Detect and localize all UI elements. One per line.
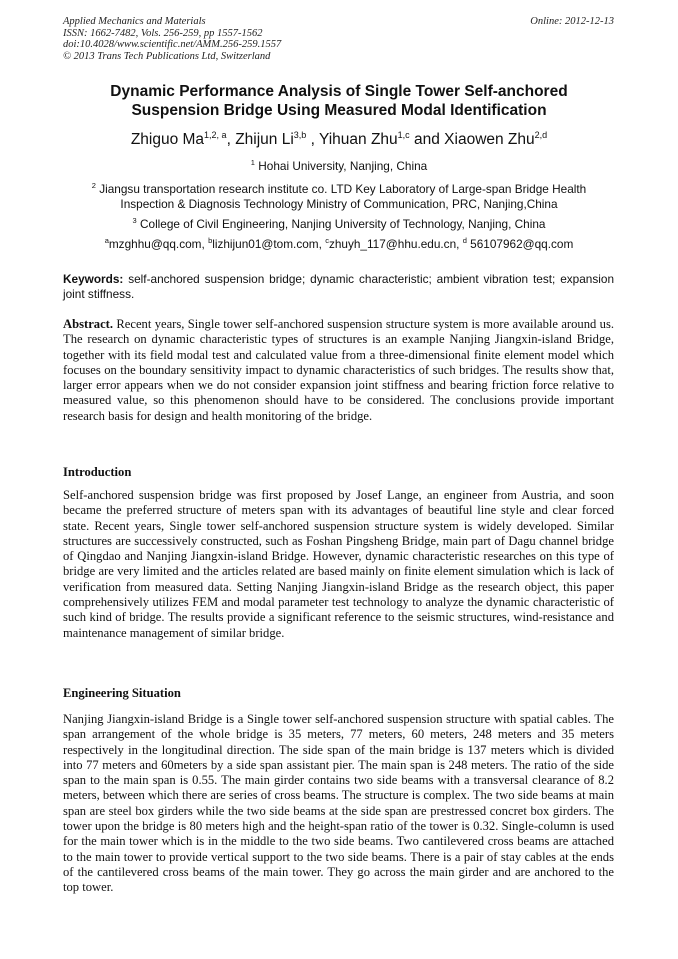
affiliation-sup: 3 bbox=[132, 216, 137, 225]
email-list bbox=[40, 236, 638, 251]
abstract bbox=[63, 317, 614, 424]
author-sup: 3,b bbox=[293, 130, 307, 140]
author-list: Zhiguo Ma$^{1,2, a}$, Zhijun Li$^{3,b}$ , Yihuan Zhu$^{1,c}$ and Xiaowen Zhu$^{2,d}$ bbox=[130, 130, 548, 149]
online-date: Online: 2012-12-13 bbox=[530, 16, 614, 27]
keywords bbox=[63, 272, 614, 302]
engineering-heading: Engineering Situation bbox=[63, 686, 181, 700]
affiliation-text: Inspection & Diagnosis Technology Ministry of Communication, PRC, Nanjing,China bbox=[120, 196, 558, 211]
author-name: Zhiguo Ma bbox=[130, 131, 205, 149]
affiliation-2 bbox=[40, 178, 638, 212]
affiliation-3 bbox=[40, 213, 638, 232]
email-sup: b bbox=[208, 236, 213, 245]
affiliation-sup: 2 bbox=[91, 181, 96, 190]
author-name: Yihuan Zhu bbox=[318, 131, 398, 149]
email-address[interactable]: zhuyh_117@hhu.edu.cn, bbox=[328, 236, 460, 251]
email-address[interactable]: 56107962@qq.com bbox=[470, 236, 574, 251]
title-line-1: Dynamic Performance Analysis of Single Tower Self-anchored bbox=[110, 83, 568, 100]
author-sup: 1,2, a bbox=[204, 130, 227, 140]
introduction-text: Self-anchored suspension bridge was first proposed by Josef Lange, an engineer from Austria, and soon became the preferred structure of meters span with its advantages of beautiful line style and clear forced state. Recent years, Single tower self-anchored suspension structure system is widely developed. Similar structures are successively constructed, such as Foshan Pingsheng Bridge, main part of Dagu channel bridge of Qingdao and Nanjing Jiangxin-island Bridge. However, dynamic characteristic researches on this type of bridge are very limited and the articles related are based mainly on finite element simulation which is lack of verification from measured data. Setting Nanjing Jiangxin-island Bridge as the research object, this paper comprehensively utilizes FEM and modal parameter test technology to analyze the dynamic characteristic of such kind of bridge. The results provide a significant reference to the seismic structures, wind-resistance and maintenance management of similar bridge. bbox=[63, 488, 614, 640]
title-line-2: Suspension Bridge Using Measured Modal Identification bbox=[131, 102, 547, 119]
paper-title bbox=[40, 82, 638, 120]
copyright-line: © 2013 Trans Tech Publications Ltd, Switzerland bbox=[63, 50, 271, 62]
email-sup: c bbox=[325, 236, 329, 245]
email-address[interactable]: mzghhu@qq.com, bbox=[108, 236, 205, 251]
affiliation-text: College of Civil Engineering, Nanjing University of Technology, Nanjing, China bbox=[139, 216, 546, 231]
abstract-label: Abstract. bbox=[63, 317, 114, 331]
doi-line: doi:10.4028/www.scientific.net/AMM.256-259.1557 bbox=[63, 39, 282, 50]
affiliation-1 bbox=[40, 155, 638, 174]
email-address[interactable]: lizhijun01@tom.com, bbox=[212, 236, 322, 251]
affiliation-text: Hohai University, Nanjing, China bbox=[258, 158, 428, 173]
email-sup: a bbox=[104, 236, 109, 245]
author-sup: 2,d bbox=[534, 130, 548, 140]
keywords-label: Keywords: bbox=[63, 272, 124, 286]
journal-name: Applied Mechanics and Materials bbox=[63, 16, 206, 27]
engineering-text: Nanjing Jiangxin-island Bridge is a Single tower self-anchored suspension structure with spatial cables. The span arrangement of the whole bridge is 35 meters, 77 meters, 60 meters, 248 meters and 35 meters respectively in the longitudinal direction. The side span of the main bridge is 137 meters which is divided into 77 meters and 60meters by a side span assistant pier. The main span is 248 meters. The ratio of the side span to the main span is 0.55. The main girder contains two side beams with a transversal clearance of 8.2 meters, between which there are series of cross beams. The structure is complex. The two side beams at main span are steel box girders while the two side beams at the side span are prestressed concret box girders. The tower upon the bridge is 80 meters high and the height-span ratio of the tower is 0.32. Single-column is used for the main tower which is in the middle to the two side beams. Two cantilevered cross beams are attached to the main tower to provide vertical support to the two side beams. There is a pair of stay cables at the ends of the cantilevered cross beams of the main tower. They go across the main girder and are anchored to the top tower. bbox=[63, 712, 614, 895]
journal-header bbox=[63, 16, 281, 62]
affiliation-text: Jiangsu transportation research institute co. LTD Key Laboratory of Large-span Bridge Health bbox=[99, 181, 587, 196]
author-sup: 1,c bbox=[397, 130, 410, 140]
issn-line: ISSN: 1662-7482, Vols. 256-259, pp 1557-1562 bbox=[63, 27, 263, 39]
keywords-text: self-anchored suspension bridge; dynamic characteristic; ambient vibration test; expansion joint stiffness. bbox=[63, 272, 614, 301]
abstract-text: Recent years, Single tower self-anchored suspension structure system is more available around us. The research on dynamic characteristic types of structures is an example Nanjing Jiangxin-island Bridge, together with its field modal test and calculated value from a three-dimensional finite element model which focuses on the boundary sensitivity impact to dynamic characteristics of such bridges. The results show that, larger error appears when we do not consider expansion joint stiffness and bearing friction force relative to measured value, so this phenomenon should have to be considered. The conclusions provide important research basis for design and health monitoring of the bridge. bbox=[63, 317, 614, 423]
affiliation-sup: 1 bbox=[250, 158, 255, 167]
introduction-heading: Introduction bbox=[63, 465, 132, 479]
email-sup: d bbox=[462, 236, 467, 245]
author-name: Xiaowen Zhu bbox=[444, 131, 535, 149]
author-name: Zhijun Li bbox=[235, 131, 294, 149]
